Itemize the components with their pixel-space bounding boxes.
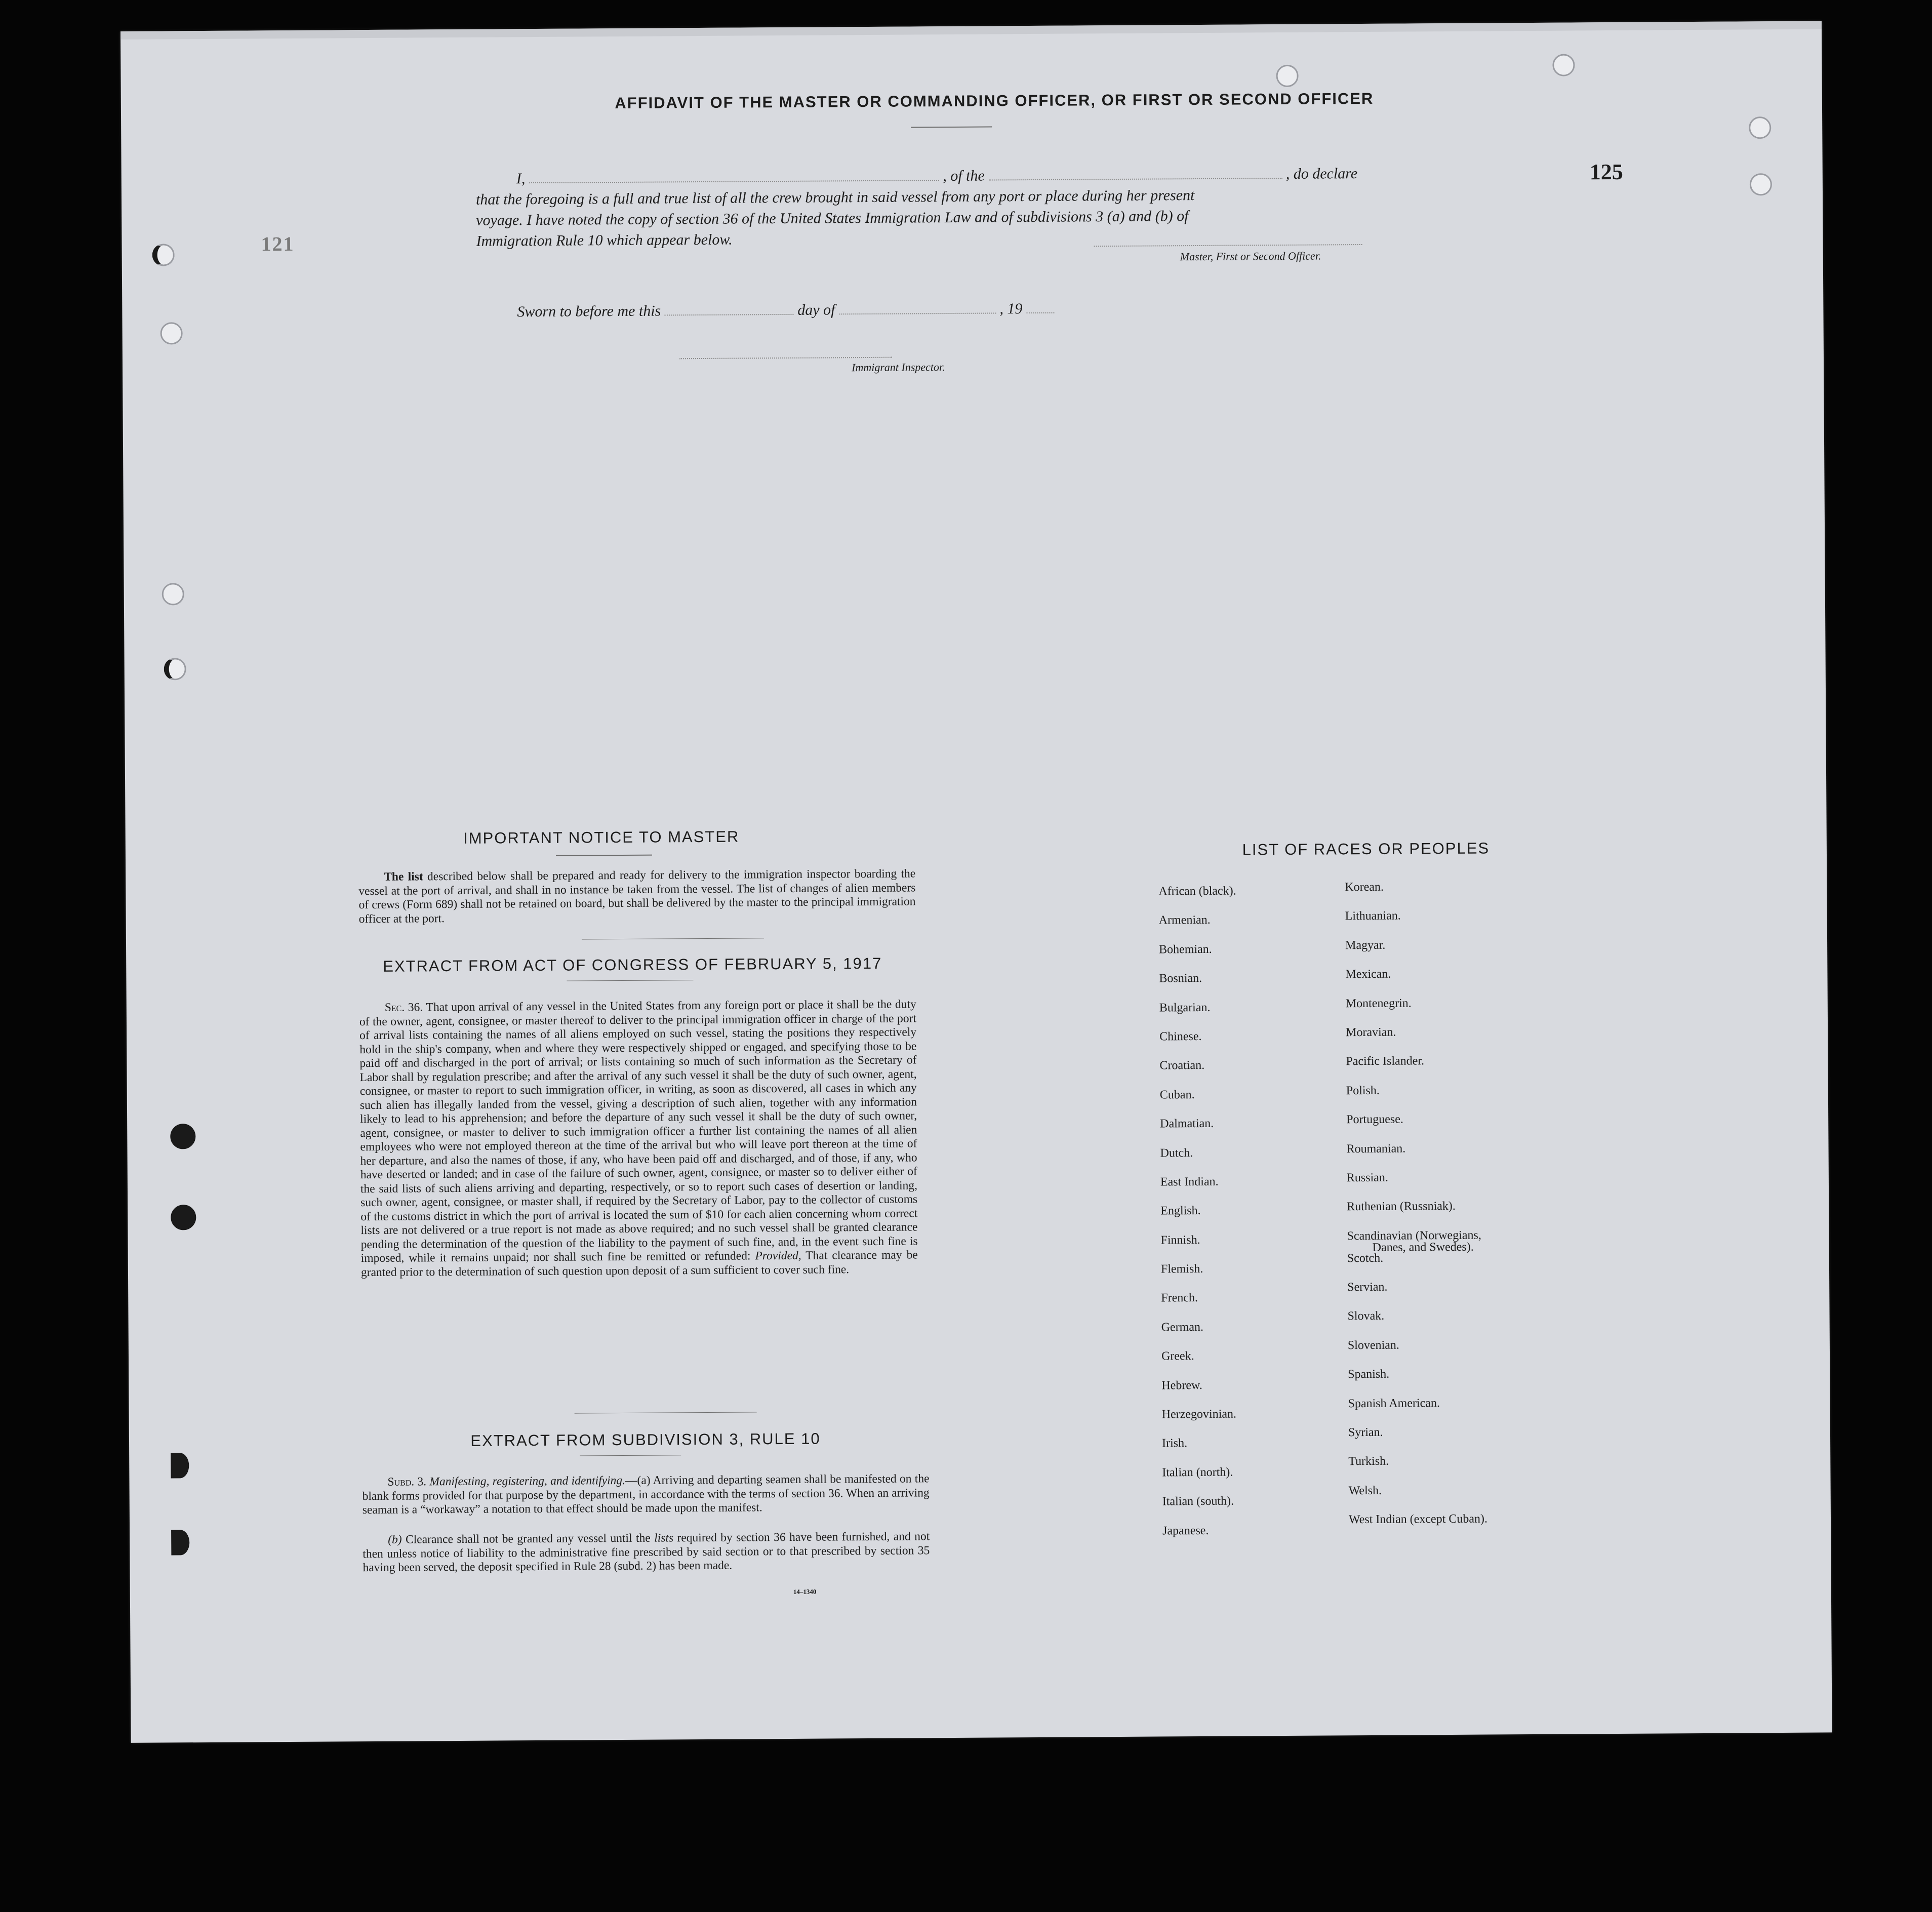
page-number: 125 [1589, 159, 1623, 185]
punch-hole [171, 1205, 196, 1230]
race-item: Bohemian. [1159, 942, 1212, 957]
races-column-1 [1158, 884, 1355, 1553]
punch-hole [1749, 116, 1771, 139]
name-blank[interactable] [529, 170, 939, 183]
divider [911, 126, 992, 128]
race-item: Montenegrin. [1345, 997, 1412, 1010]
race-item: Servian. [1347, 1280, 1388, 1294]
year-blank[interactable] [1026, 302, 1054, 313]
punch-hole [171, 1453, 189, 1478]
race-item: Cuban. [1159, 1088, 1195, 1102]
race-item: Syrian. [1348, 1425, 1383, 1440]
race-item: Slovenian. [1347, 1338, 1399, 1352]
punch-hole [1750, 173, 1772, 195]
affidavit-line-3: voyage. I have noted the copy of section 36 of the United States Immigration Law and of subdivisions 3 (a) and (b) of [476, 208, 1189, 229]
race-item: Scotch. [1347, 1251, 1384, 1265]
punch-hole [170, 1124, 195, 1149]
divider [582, 938, 764, 939]
race-item: Chinese. [1159, 1029, 1202, 1044]
race-item: Finnish. [1160, 1233, 1200, 1247]
race-item: Ruthenian (Russniak). [1347, 1200, 1456, 1214]
race-item: Korean. [1345, 880, 1384, 894]
race-item: Magyar. [1345, 938, 1386, 952]
race-item: Croatian. [1159, 1059, 1205, 1072]
sworn-line [517, 298, 1054, 322]
punch-hole [160, 322, 183, 344]
signature-label: Master, First or Second Officer. [1180, 249, 1321, 263]
race-item: English. [1160, 1204, 1201, 1218]
race-item: Mexican. [1345, 967, 1391, 981]
race-item: Dutch. [1160, 1146, 1193, 1160]
race-item: East Indian. [1160, 1175, 1219, 1189]
day-blank[interactable] [665, 304, 794, 316]
rule-paragraph-1 [362, 1472, 929, 1517]
act-body-end: That clearance may be granted prior to the determination of such question upon deposit of a sum sufficient to cover such fine. [360, 1248, 918, 1279]
rule-b-text-1: Clearance shall not be granted any vessel until the [401, 1531, 655, 1546]
month-blank[interactable] [839, 302, 996, 314]
race-item: Roumanian. [1346, 1142, 1406, 1156]
affidavit-line-4: Immigration Rule 10 which appear below. [476, 231, 733, 250]
notice-title: IMPORTANT NOTICE TO MASTER [463, 827, 740, 847]
act-title: EXTRACT FROM ACT OF CONGRESS OF FEBRUARY 5, 1917 [383, 954, 882, 975]
faint-stamp: 121 [261, 232, 295, 256]
rule-subd-heading: Manifesting, registering, and identifying. [426, 1473, 626, 1489]
race-item-continuation: Danes, and Swedes). [1372, 1240, 1474, 1254]
divider [556, 855, 652, 856]
race-item: Japanese. [1162, 1524, 1209, 1538]
rule-paragraph-2 [363, 1530, 930, 1575]
inspector-signature-blank[interactable] [679, 347, 892, 360]
document-page [120, 21, 1832, 1742]
punch-hole [1552, 54, 1575, 76]
race-item: Turkish. [1348, 1455, 1389, 1468]
rule-b-lists: lists [654, 1531, 674, 1545]
divider [580, 1455, 681, 1456]
race-item: Italian (north). [1162, 1465, 1233, 1480]
notice-body [358, 867, 916, 926]
race-item: Russian. [1346, 1171, 1388, 1185]
rule-b-marker: (b) [388, 1533, 402, 1546]
races-column-2 [1345, 879, 1632, 1542]
rule-subd-body: —(a) Arriving and departing seamen shall be manifested on the blank forms provided for that purpose by the department, in accordance with the terms of section 36. When an arriving seaman is a “workaway” a notation to that effect should be made upon the manifest. [362, 1472, 930, 1517]
races-title: LIST OF RACES OR PEOPLES [1242, 839, 1490, 859]
punch-hole [162, 583, 184, 605]
race-item: Dalmatian. [1160, 1117, 1214, 1131]
race-item: Slovak. [1347, 1309, 1385, 1323]
race-item: Herzegovinian. [1161, 1407, 1237, 1421]
affidavit-line-2: that the foregoing is a full and true list of all the crew brought in said vessel from any port or place during her present [475, 187, 1195, 208]
year-label: , 19 [999, 300, 1023, 317]
race-item: Greek. [1161, 1349, 1194, 1363]
race-item: Portuguese. [1346, 1112, 1403, 1127]
race-item: Pacific Islander. [1346, 1054, 1425, 1068]
divider [567, 980, 693, 981]
affidavit-i: I, [516, 170, 526, 187]
inspector-label: Immigrant Inspector. [852, 361, 945, 374]
race-item: Spanish. [1348, 1367, 1390, 1381]
punch-hole [1276, 65, 1298, 87]
notice-body-text: described below shall be prepared and ready for delivery to the immigration inspector boarding the vessel at the port of arrival, and shall in no instance be taken from the vessel. The list of changes of alien members of crews (Form 689) shall not be retained on board, but shall be delivered by the master to the principal immigration officer at the port. [358, 867, 916, 926]
act-provided: Provided, [755, 1249, 801, 1263]
affidavit-line-1 [516, 163, 1358, 189]
notice-body-lead: The list [384, 870, 423, 884]
vessel-blank[interactable] [988, 168, 1282, 181]
act-body [359, 998, 918, 1280]
rule-subd-lead: Subd. 3. [387, 1475, 427, 1489]
affidavit-title: AFFIDAVIT OF THE MASTER OR COMMANDING OFFICER, OR FIRST OR SECOND OFFICER [615, 89, 1374, 112]
rule-b-text-2: required by section 36 have been furnished, and not then unless notice of liability to the administrative fine prescribed by said section or to that prescribed by section 35 having been served, the deposit specified in Rule 28 (subd. 2) has been made. [363, 1530, 930, 1575]
race-item: Welsh. [1348, 1484, 1382, 1498]
race-item: Armenian. [1158, 913, 1211, 927]
race-item: Flemish. [1160, 1262, 1203, 1276]
race-item: West Indian (except Cuban). [1348, 1512, 1488, 1527]
rule-title: EXTRACT FROM SUBDIVISION 3, RULE 10 [470, 1429, 821, 1450]
form-number: 14–1340 [793, 1587, 817, 1596]
race-item: German. [1161, 1320, 1204, 1334]
act-body-text: That upon arrival of any vessel in the United States from any foreign port or place it shall be the duty of the owner, agent, consignee, or master thereof to deliver to the principal immigration officer in charge of the port of arrival lists containing the names of all aliens employed on such vessel, stating the positions they respectively hold in the ship's company, when and where they were respectively shipped or engaged, and specifying those to be paid off and discharged in the port of arrival; or lists containing so much of such information as the Secretary of Labor shall by regulation prescribe; and after the arrival of any such vessel it shall be the duty of such owner, agent, consignee, or master to report to such immigration officer, in writing, as soon as discovered, all cases in which any such alien has illegally landed from the vessel, giving a description of such alien, together with any information likely to lead to his apprehension; and before the departure of any such vessel it shall be the duty of such owner, agent, consignee, or master to deliver to such immigration officer a further list containing the names of all alien employees who were not employed thereon at the time of the arrival but who will leave port thereon at the time of her departure, and also the names of those, if any, who have been paid off and discharged, and of those, if any, who have deserted or landed; and in case of the failure of such owner, agent, consignee, or master so to deliver either of the said lists of such aliens arriving and departing, respectively, or so to report such cases of desertion or landing, such owner, agent, consignee, or master shall, if required by the Secretary of Labor, pay to the collector of customs of the customs district in which the port of arrival is located the sum of $10 for each alien concerning whom correct lists are not delivered or a true report is not made as above required; and no such vessel shall be granted clearance pending the determination of the question of the liability to the payment of such fine, and, in the event such fine is imposed, while it remains unpaid; nor shall such fine be remitted or refunded: [359, 998, 918, 1265]
race-item: Irish. [1161, 1437, 1188, 1450]
race-item: French. [1161, 1291, 1198, 1305]
race-item: Bulgarian. [1159, 1001, 1211, 1015]
race-item: Moravian. [1346, 1025, 1396, 1040]
race-item: Italian (south). [1162, 1494, 1234, 1508]
race-item: Hebrew. [1161, 1378, 1202, 1392]
punch-hole [152, 244, 175, 266]
act-section-lead: Sec. 36. [384, 1001, 423, 1014]
affidavit-of-the: , of the [943, 167, 985, 185]
race-item: Polish. [1346, 1084, 1380, 1097]
punch-hole [171, 1530, 189, 1555]
punch-hole [164, 658, 186, 680]
signature-blank[interactable] [1094, 234, 1362, 247]
affidavit-do-declare: , do declare [1285, 165, 1358, 182]
race-item: African (black). [1158, 884, 1236, 898]
race-item: Spanish American. [1348, 1396, 1440, 1410]
sworn-label: Sworn to before me this [517, 302, 661, 321]
race-item-label: Scandinavian (Norwegians, [1347, 1228, 1481, 1243]
race-item: Bosnian. [1159, 972, 1202, 985]
day-of-label: day of [797, 301, 835, 318]
page-edge [120, 21, 1822, 39]
divider [575, 1412, 757, 1413]
race-item: Lithuanian. [1345, 909, 1401, 923]
